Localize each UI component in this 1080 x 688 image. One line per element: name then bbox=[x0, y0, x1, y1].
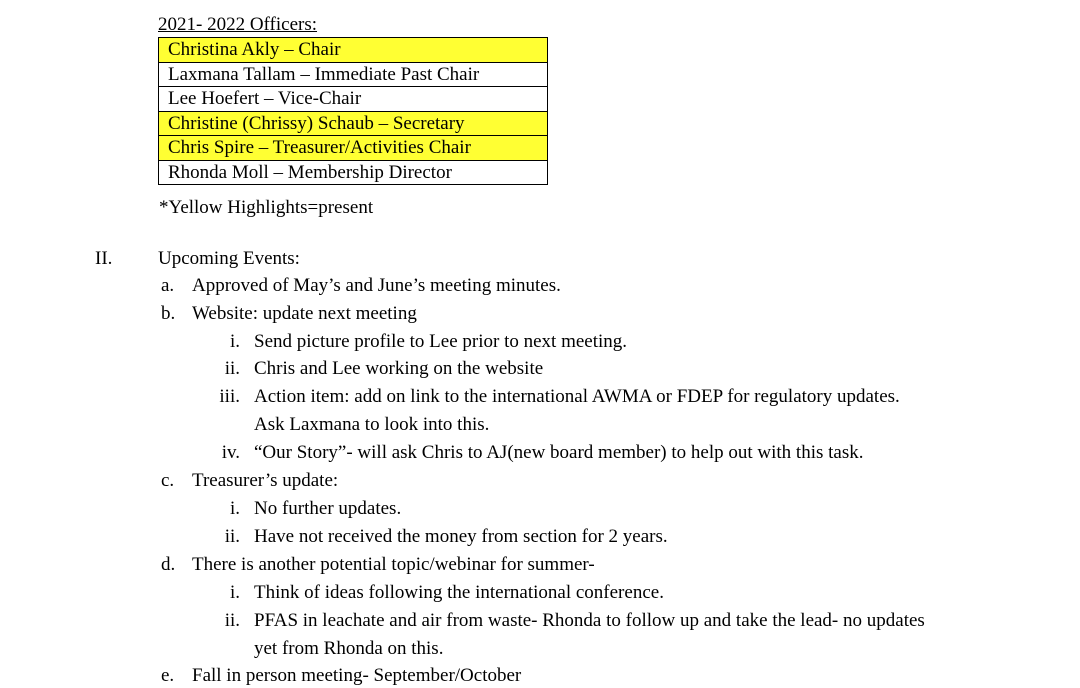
sublist-item-text: Send picture profile to Lee prior to next meeting. bbox=[254, 331, 628, 352]
officer-name: Christina Akly – Chair bbox=[159, 38, 548, 63]
officer-name: Lee Hoefert – Vice-Chair bbox=[159, 87, 548, 112]
sublist-marker: i. bbox=[229, 331, 240, 352]
officer-name: Laxmana Tallam – Immediate Past Chair bbox=[159, 62, 548, 87]
sublist-item-text: PFAS in leachate and air from waste- Rhonda to follow up and take the lead- no updates bbox=[254, 610, 925, 631]
list-item-text: Fall in person meeting- September/October bbox=[192, 665, 522, 686]
list-marker: a. bbox=[161, 275, 175, 296]
officer-row bbox=[159, 38, 548, 63]
officer-name: Chris Spire – Treasurer/Activities Chair bbox=[159, 136, 548, 161]
sublist-item-text-continued: yet from Rhonda on this. bbox=[254, 638, 444, 659]
officer-row bbox=[159, 62, 548, 87]
officer-name: Rhonda Moll – Membership Director bbox=[159, 160, 548, 185]
list-marker: c. bbox=[161, 470, 175, 491]
sublist-marker: ii. bbox=[224, 526, 240, 547]
officer-row bbox=[159, 87, 548, 112]
sublist-item-text-continued: Ask Laxmana to look into this. bbox=[254, 414, 490, 435]
list-marker: b. bbox=[161, 303, 176, 324]
list-marker: e. bbox=[161, 665, 175, 686]
officer-name: Christine (Chrissy) Schaub – Secretary bbox=[159, 111, 548, 136]
list-item-text: Website: update next meeting bbox=[192, 303, 417, 324]
officers-heading: 2021- 2022 Officers: bbox=[158, 14, 318, 35]
list-item-text: Treasurer’s update: bbox=[192, 470, 339, 491]
sublist-marker: iii. bbox=[219, 386, 240, 407]
officer-row bbox=[159, 136, 548, 161]
section-title: Upcoming Events: bbox=[158, 248, 300, 269]
sublist-marker: ii. bbox=[224, 358, 240, 379]
officer-row bbox=[159, 111, 548, 136]
list-item-text: There is another potential topic/webinar for summer- bbox=[192, 554, 595, 575]
sublist-item-text: No further updates. bbox=[254, 498, 402, 519]
sublist-marker: iv. bbox=[221, 442, 240, 463]
highlight-legend-note: *Yellow Highlights=present bbox=[159, 197, 374, 218]
list-marker: d. bbox=[161, 554, 176, 575]
sublist-item-text: Chris and Lee working on the website bbox=[254, 358, 544, 379]
sublist-marker: i. bbox=[229, 582, 240, 603]
sublist-item-text: “Our Story”- will ask Chris to AJ(new board member) to help out with this task. bbox=[254, 442, 864, 463]
sublist-marker: i. bbox=[229, 498, 240, 519]
section-number: II. bbox=[95, 248, 113, 269]
sublist-item-text: Action item: add on link to the international AWMA or FDEP for regulatory updates. bbox=[254, 386, 900, 407]
officer-row bbox=[159, 160, 548, 185]
sublist-item-text: Think of ideas following the international conference. bbox=[254, 582, 664, 603]
sublist-marker: ii. bbox=[224, 610, 240, 631]
list-item-text: Approved of May’s and June’s meeting minutes. bbox=[192, 275, 561, 296]
officers-table bbox=[158, 37, 548, 185]
sublist-item-text: Have not received the money from section for 2 years. bbox=[254, 526, 668, 547]
